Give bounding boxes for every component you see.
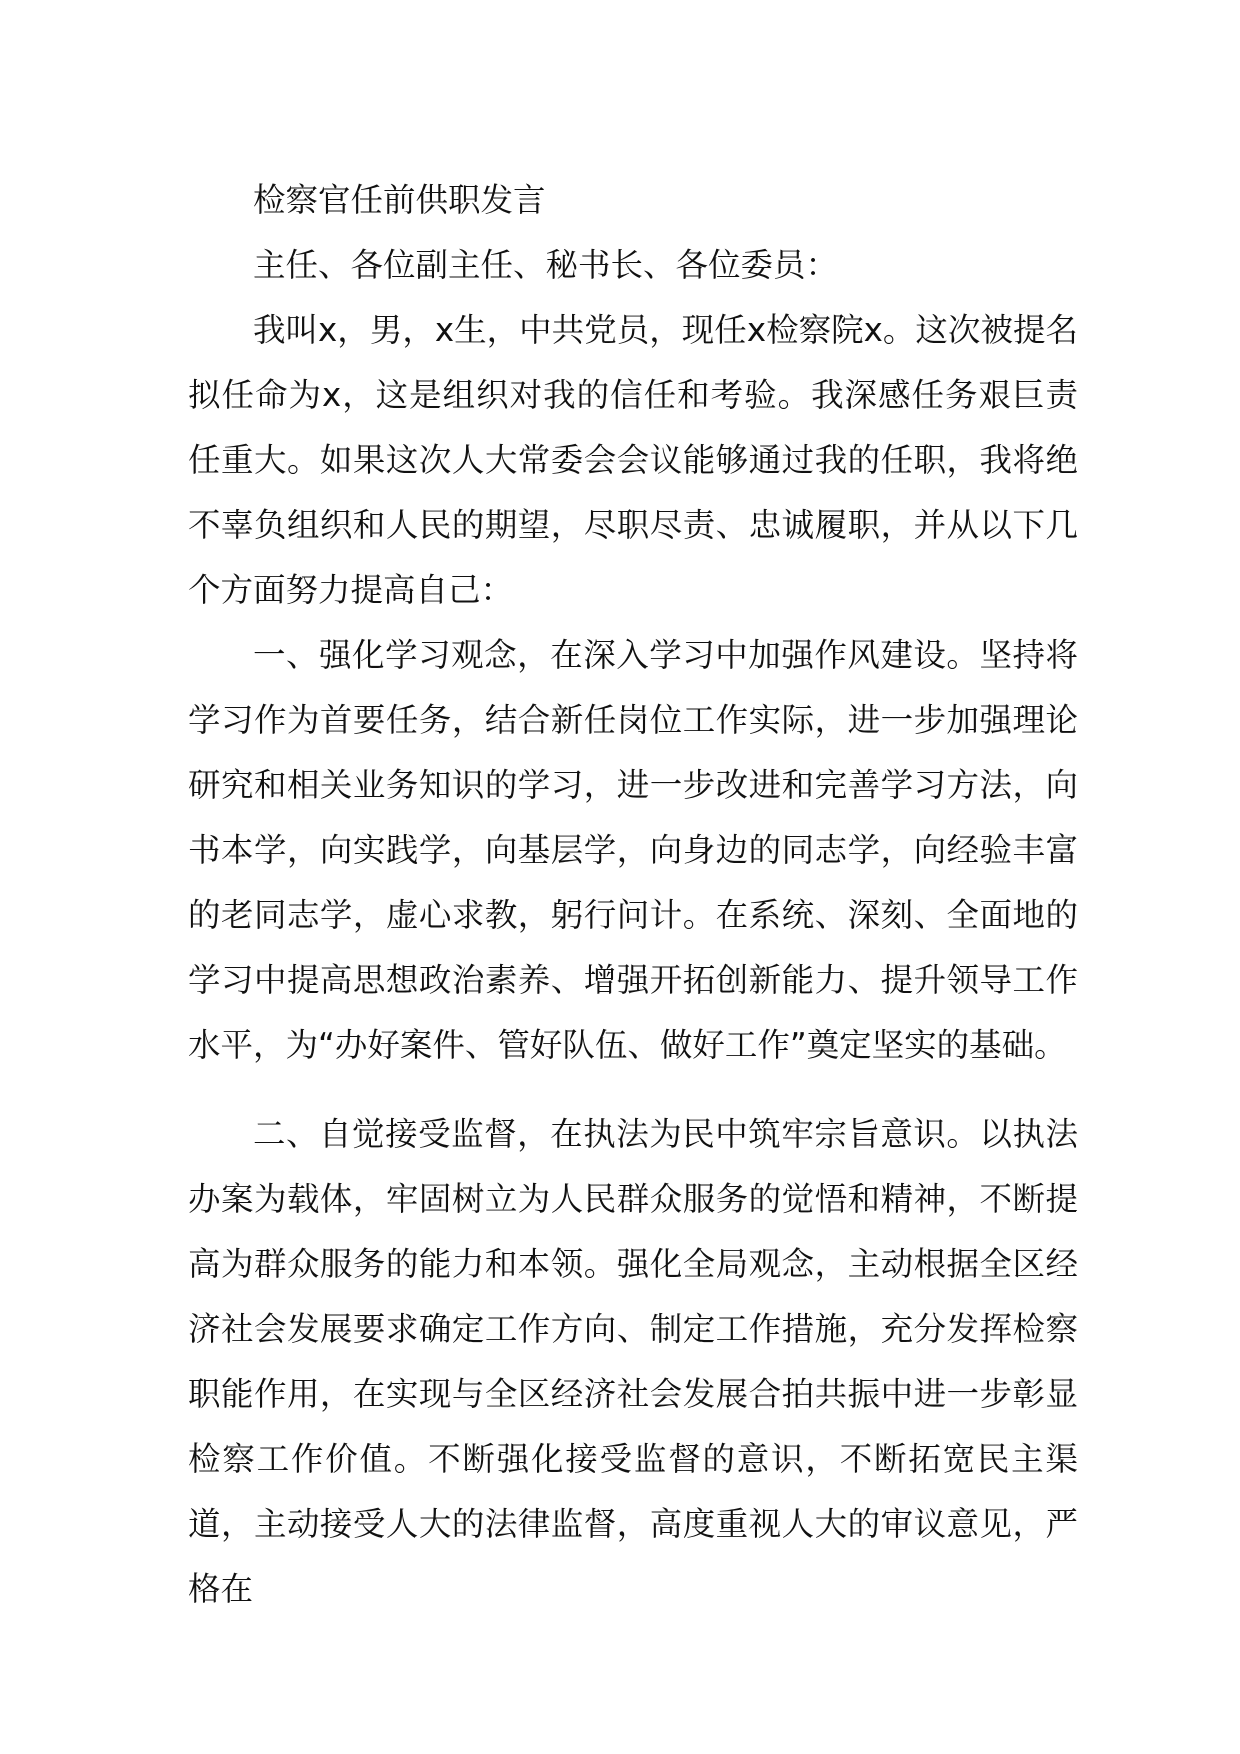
paragraph-section-1: 一、强化学习观念，在深入学习中加强作风建设。坚持将学习作为首要任务，结合新任岗位工作实际，进一步加强理论研究和相关业务知识的学习，进一步改进和完善学习方法，向书本学，向实践学，向基层学，向身边的同志学，向经验丰富的老同志学，虚心求教，躬行问计。在系统、深刻、全面地的学习中提高思想政治素养、增强开拓创新能力、提升领导工作水平，为“办好案件、管好队伍、做好工作”奠定坚实的基础。 [188,636,1078,1064]
paragraph-section-2: 二、自觉接受监督，在执法为民中筑牢宗旨意识。以执法办案为载体，牢固树立为人民群众服务的觉悟和精神，不断提高为群众服务的能力和本领。强化全局观念，主动根据全区经济社会发展要求确定工作方向、制定工作措施，充分发挥检察职能作用，在实现与全区经济社会发展合拍共振中进一步彰显检察工作价值。不断强化接受监督的意识，不断拓宽民主渠道，主动接受人大的法律监督，高度重视人大的审议意见，严格在 [188,1115,1078,1608]
paragraph-intro: 我叫x，男，x生，中共党员，现任x检察院x。这次被提名拟任命为x，这是组织对我的信任和考验。我深感任务艰巨责任重大。如果这次人大常委会会议能够通过我的任职，我将绝不辜负组织和人民的期望，尽职尽责、忠诚履职，并从以下几个方面努力提高自己： [188,311,1078,609]
salutation: 主任、各位副主任、秘书长、各位委员： [253,246,839,284]
document-title: 检察官任前供职发言 [253,181,546,219]
document-body [188,168,1078,1622]
